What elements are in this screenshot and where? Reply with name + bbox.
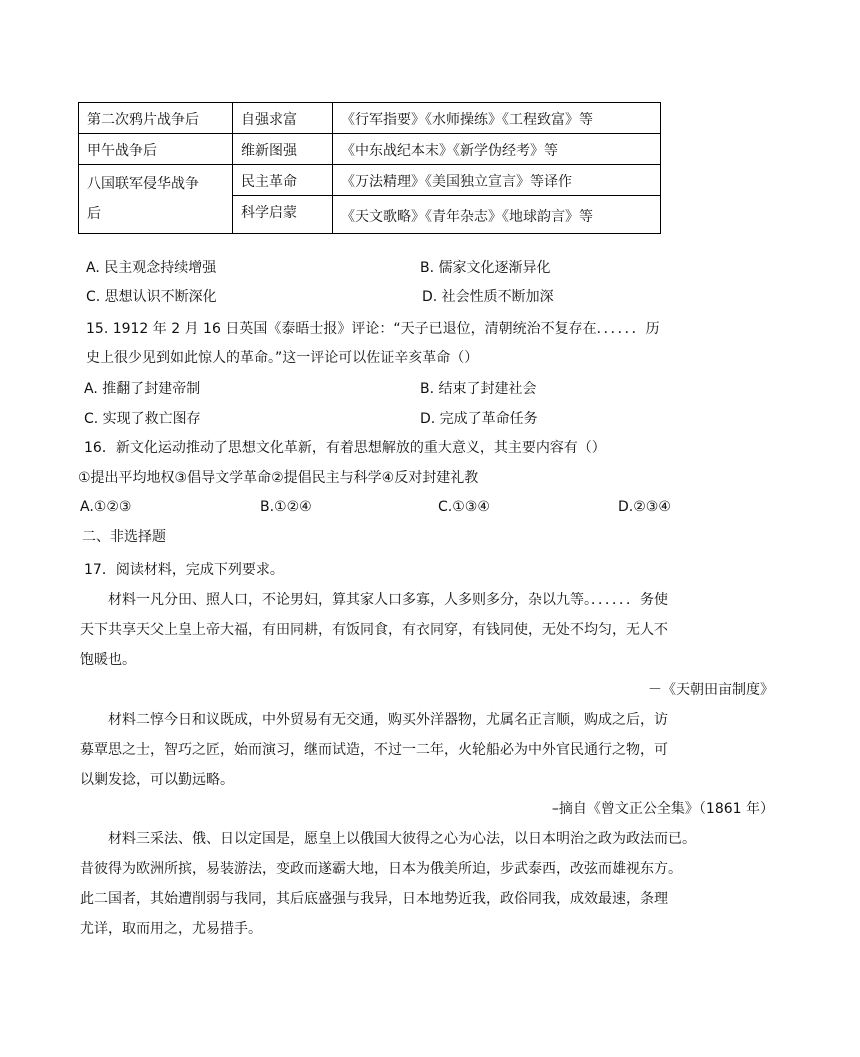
table-cell-merged [79,165,233,234]
table-row [79,103,661,134]
material1-line3: 饱暖也。 [80,652,136,668]
q15-option-b: B. 结束了封建社会 [420,381,537,397]
q16-option-d: D.②③④ [618,499,671,515]
q15-option-c: C. 实现了救亡图存 [84,411,201,427]
section-heading: 二、非选择题 [82,529,166,545]
q15-option-a: A. 推翻了封建帝制 [84,381,201,397]
table-cell: 民主革命 [233,165,333,196]
table-cell: 科学启蒙 [233,196,333,234]
table-cell: 《中东战纪本末》《新学伪经考》等 [333,134,661,165]
q14-option-a: A. 民主观念持续增强 [86,260,217,276]
table-cell: 甲午战争后 [79,134,233,165]
table-cell: 自强求富 [233,103,333,134]
q15-option-d: D. 完成了革命任务 [420,411,538,427]
q16-stem-line1: 16．新文化运动推动了思想文化革新，有着思想解放的重大意义，其主要内容有（） [84,440,606,456]
history-table [78,102,661,234]
material2-line3: 以剿发捻，可以勤远略。 [80,772,234,788]
table-cell: 《万法精理》《美国独立宣言》等译作 [333,165,661,196]
material1-line2: 天下共享天父上皇上帝大福，有田同耕，有饭同食，有衣同穿，有钱同使，无处不均匀，无人不 [80,622,668,638]
table-cell: 维新图强 [233,134,333,165]
material2-line2: 募覃思之士，智巧之匠，始而演习，继而试造，不过一二年，火轮船必为中外官民通行之物，可 [80,742,668,758]
table-cell: 第二次鸦片战争后 [79,103,233,134]
material3-line4: 尤详，取而用之，尤易措手。 [80,921,262,937]
material1-source: －《天朝田亩制度》 [648,682,774,698]
table-cell: 《天文歌略》《青年杂志》《地球韵言》等 [333,196,661,234]
material2-line1: 材料二惇今日和议既成，中外贸易有无交通，购买外洋器物，尤属名正言顺，购成之后，访 [108,712,668,728]
q15-stem-line2: 史上很少见到如此惊人的革命。”这一评论可以佐证辛亥革命（） [86,350,479,366]
cell-line: 后 [87,206,101,222]
table-row [79,134,661,165]
q16-option-c: C.①③④ [438,499,490,515]
cell-line: 八国联军侵华战争 [87,176,199,192]
material1-line1: 材料一凡分田、照人口，不论男妇，算其家人口多寡，人多则多分，杂以九等。．．．．．．务使 [108,592,668,608]
q16-stem-line2: ①提出平均地权③倡导文学革命②提倡民主与科学④反对封建礼教 [78,470,479,486]
table-cell: 《行军指要》《水师操练》《工程致富》等 [333,103,661,134]
q17-title: 17．阅读材料，完成下列要求。 [84,562,284,578]
q15-stem-line1: 15. 1912 年 2 月 16 日英国《泰晤士报》评论：“天子已退位，清朝统治不复存在．．．．．．历 [86,321,660,337]
q14-option-b: B. 儒家文化逐渐异化 [420,260,551,276]
material2-source: –摘自《曾文正公全集》（1861 年） [551,801,774,817]
material3-line3: 此二国者，其始遭削弱与我同，其后底盛强与我异，日本地势近我，政俗同我，成效最速，条理 [80,891,668,907]
q14-option-d: D. 社会性质不断加深 [422,289,554,305]
table-row [79,165,661,196]
q16-option-b: B.①②④ [260,499,312,515]
material3-line1: 材料三采法、俄、日以定国是，愿皇上以俄国大彼得之心为心法，以日本明治之政为政法而已。 [108,831,696,847]
material3-line2: 昔彼得为欧洲所摈，易装游法，变政而遂霸大地，日本为俄美所迫，步武泰西，改弦而雄视东方。 [80,861,682,877]
q16-option-a: A.①②③ [80,499,132,515]
q14-option-c: C. 思想认识不断深化 [86,289,217,305]
